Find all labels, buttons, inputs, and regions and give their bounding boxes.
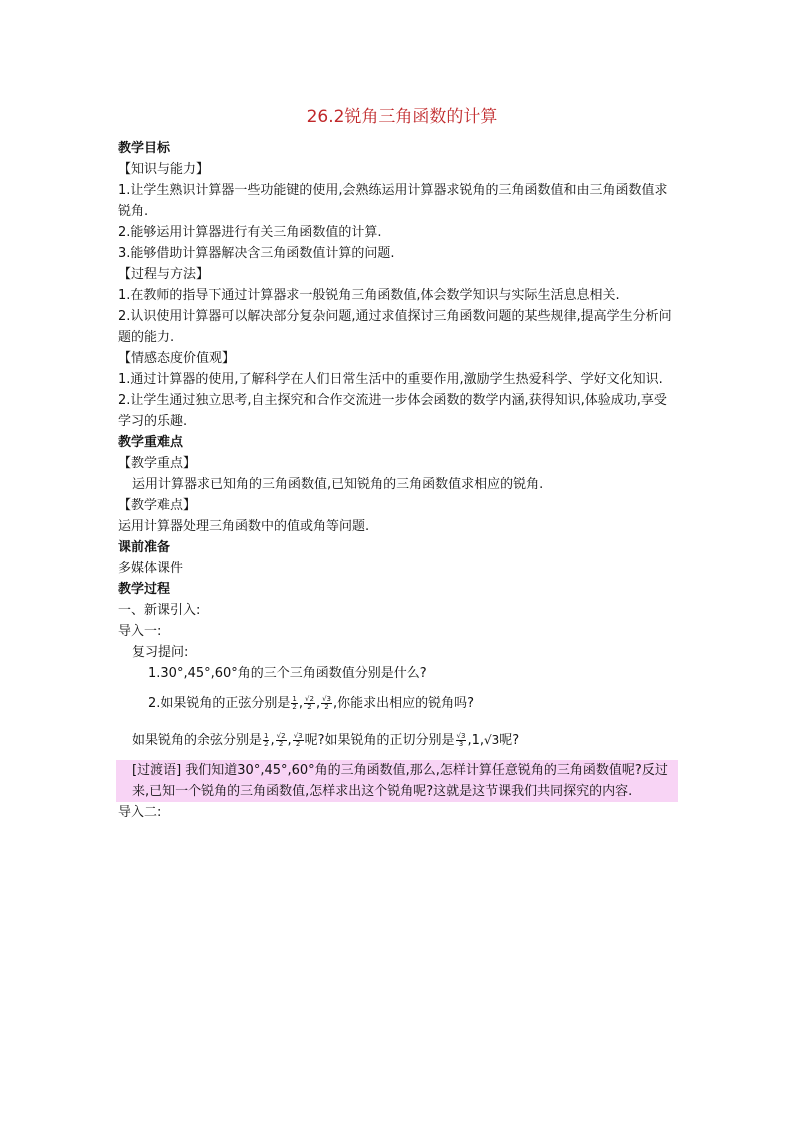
- review-label: 复习提问:: [132, 645, 189, 660]
- process-heading: 【过程与方法】: [118, 267, 210, 282]
- q2-prefix: 2.如果锐角的正弦分别是: [148, 696, 291, 711]
- review-question-3: 如果锐角的余弦分别是 $\frac{1}{2}$ , $\frac{√2}{2}$ , $\frac{√3}{2}$ 呢?如果锐角的正切分别是 $\frac{√3}{3}$ ,1,√3呢?: [132, 732, 520, 748]
- intro-label: 一、新课引入:: [118, 603, 201, 618]
- review-question-1: 1.30°,45°,60°角的三个三角函数值分别是什么?: [148, 666, 427, 681]
- fraction-root3-over-3: $\frac{√3}{3}$: [456, 732, 466, 748]
- q3-suffix: 呢?: [499, 733, 520, 748]
- fraction-root2-over-2: $\frac{√2}{2}$: [276, 732, 286, 748]
- fraction-one-half: $\frac{1}{2}$: [264, 732, 269, 748]
- emotion-item: 1.通过计算器的使用,了解科学在人们日常生活中的重要作用,激励学生热爱科学、学好文化知识.: [118, 372, 663, 387]
- emotion-heading: 【情感态度价值观】: [118, 351, 236, 366]
- knowledge-item: 1.让学生熟识计算器一些功能键的使用,会熟练运用计算器求锐角的三角函数值和由三角函数值求锐角.: [118, 183, 668, 219]
- q3-tan-one: 1,: [471, 733, 484, 748]
- goals-heading: 教学目标: [118, 141, 171, 156]
- difficulty-text: 运用计算器处理三角函数中的值或角等问题.: [118, 519, 370, 534]
- fraction-one-half: $\frac{1}{2}$: [292, 695, 297, 711]
- fraction-root3-over-2: $\frac{√3}{2}$: [293, 732, 303, 748]
- root3-value: √3: [483, 733, 500, 747]
- intro1-label: 导入一:: [118, 624, 162, 639]
- q2-suffix: ,你能求出相应的锐角吗?: [333, 696, 475, 711]
- process-item: 1.在教师的指导下通过计算器求一般锐角三角函数值,体会数学知识与实际生活息息相关.: [118, 288, 620, 303]
- emotion-item: 2.让学生通过独立思考,自主探究和合作交流进一步体会函数的数学内涵,获得知识,体验成功,享受学习的乐趣.: [118, 393, 667, 429]
- knowledge-item: 3.能够借助计算器解决含三角函数值计算的问题.: [118, 246, 395, 261]
- document-content: [118, 104, 678, 823]
- focus-text: 运用计算器求已知角的三角函数值,已知锐角的三角函数值求相应的锐角.: [132, 477, 544, 492]
- fraction-root2-over-2: $\frac{√2}{2}$: [305, 695, 314, 711]
- knowledge-heading: 【知识与能力】: [118, 162, 210, 177]
- intro2-label: 导入二:: [118, 805, 162, 820]
- review-question-2: 2.如果锐角的正弦分别是 $\frac{1}{2}$ , $\frac{√2}{2}$ , $\frac{√3}{2}$ ,你能求出相应的锐角吗?: [148, 695, 475, 711]
- prep-heading: 课前准备: [118, 540, 171, 555]
- q3-middle: 呢?如果锐角的正切分别是: [304, 733, 455, 748]
- procedure-heading: 教学过程: [118, 582, 171, 597]
- lesson-title: 26.2锐角三角函数的计算: [306, 107, 498, 127]
- process-item: 2.认识使用计算器可以解决部分复杂问题,通过求值探讨三角函数问题的某些规律,提高学生分析问题的能力.: [118, 309, 672, 345]
- knowledge-item: 2.能够运用计算器进行有关三角函数值的计算.: [118, 225, 382, 240]
- difficulty-heading: 【教学难点】: [118, 498, 197, 513]
- fraction-root3-over-2: $\frac{√3}{2}$: [322, 695, 331, 711]
- q3-prefix: 如果锐角的余弦分别是: [132, 733, 263, 748]
- keypoints-heading: 教学重难点: [118, 435, 184, 450]
- focus-heading: 【教学重点】: [118, 456, 197, 471]
- transition-paragraph: [116, 760, 678, 802]
- transition-text: [过渡语] 我们知道30°,45°,60°角的三角函数值,那么,怎样计算任意锐角的三角函数值呢?反过来,已知一个锐角的三角函数值,怎样求出这个锐角呢?这就是这节课我们共同探究的内容.: [132, 763, 668, 799]
- prep-text: 多媒体课件: [118, 561, 184, 576]
